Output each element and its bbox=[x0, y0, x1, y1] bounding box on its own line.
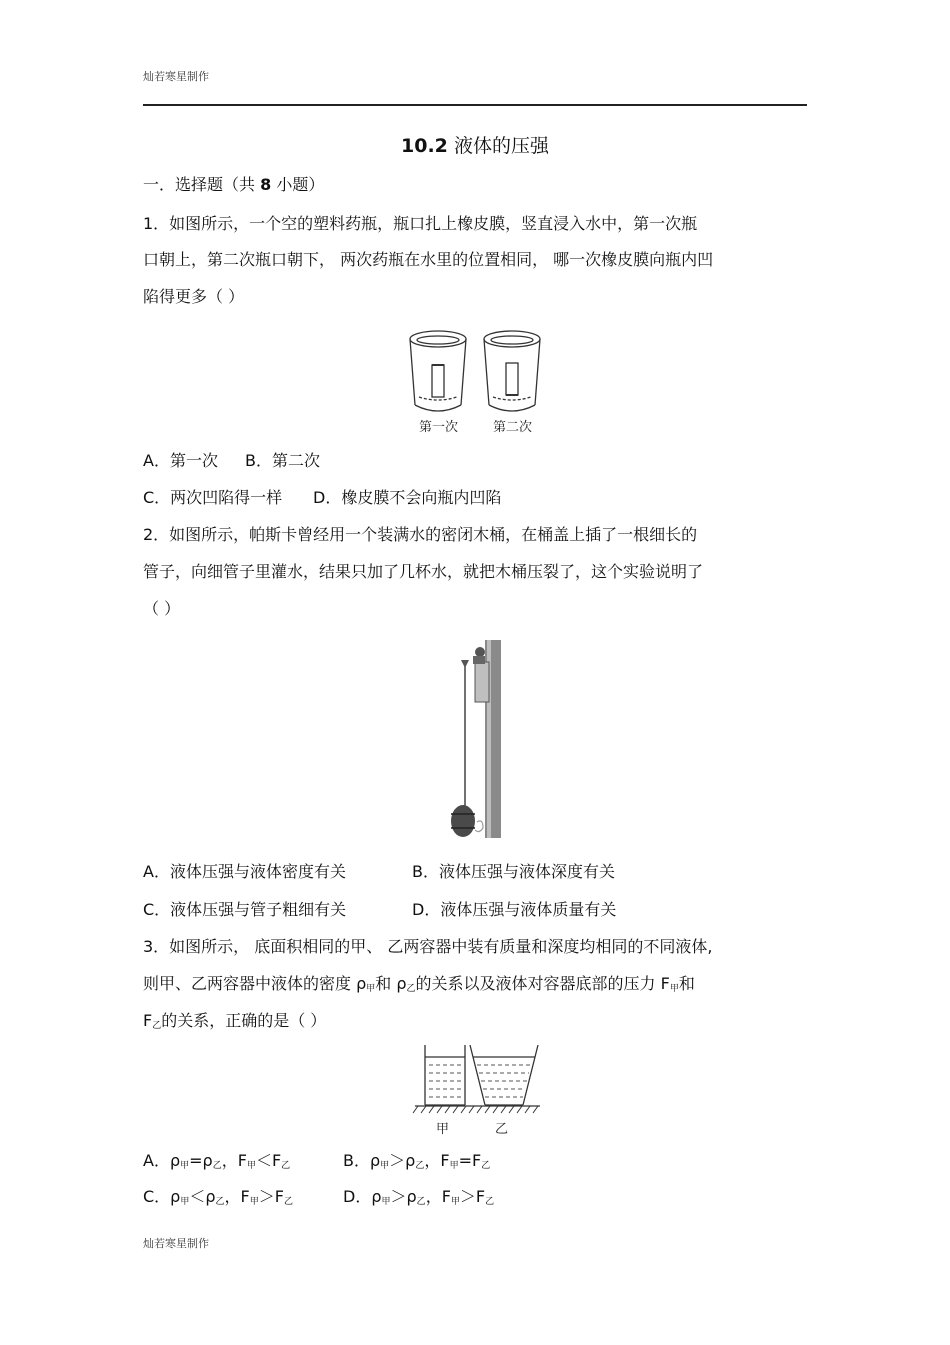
q3-fig-label-1: 甲 bbox=[436, 1122, 450, 1137]
title-number: 10.2 bbox=[401, 135, 448, 157]
q1-option-b[interactable]: B．第二次 bbox=[245, 451, 320, 470]
footer-note: 灿若寒星制作 bbox=[143, 1237, 209, 1250]
q1-container-2 bbox=[484, 331, 540, 411]
q1-line1: 1．如图所示，一个空的塑料药瓶，瓶口扎上橡皮膜，竖直浸入水中，第一次瓶 bbox=[143, 214, 698, 233]
section-heading bbox=[143, 175, 324, 195]
q3-option-c[interactable]: C．$\rho_甲<\rho_乙$，$F_甲>F_乙$ bbox=[143, 1187, 294, 1207]
q1-option-a[interactable]: A．第一次 bbox=[143, 451, 218, 470]
q1-option-d[interactable]: D．橡皮膜不会向瓶内凹陷 bbox=[313, 488, 502, 507]
q2-line2: 管子，向细管子里灌水，结果只加了几杯水，就把木桶压裂了，这个实验说明了 bbox=[143, 562, 704, 581]
q2-figure bbox=[443, 640, 505, 840]
section-count: 8 bbox=[260, 175, 272, 194]
container-jia bbox=[425, 1045, 465, 1105]
title-text: 液体的压强 bbox=[453, 135, 549, 157]
q2-option-a[interactable]: A．液体压强与液体密度有关 bbox=[143, 862, 346, 881]
q3-option-a[interactable]: A．$\rho_甲=\rho_乙$，$F_甲<F_乙$ bbox=[143, 1151, 291, 1171]
q3-line3: $F_乙$的关系，正确的是（ ） bbox=[143, 1011, 327, 1031]
barrel bbox=[451, 805, 475, 837]
header-rule bbox=[143, 104, 807, 106]
person-head bbox=[475, 647, 485, 657]
q3-option-d[interactable]: D．$\rho_甲>\rho_乙$，$F_甲>F_乙$ bbox=[343, 1187, 495, 1207]
q3-line1: 3．如图所示， 底面积相同的甲、 乙两容器中装有质量和深度均相同的不同液体, bbox=[143, 937, 713, 956]
q3-line2: 则甲、乙两容器中液体的密度 $\rho_甲$和 $\rho_乙$的关系以及液体对容器底部的压力 $F_甲$和 bbox=[143, 974, 695, 994]
q3-fig-label-2: 乙 bbox=[495, 1122, 509, 1137]
page-title bbox=[0, 131, 950, 158]
q2-line1: 2．如图所示，帕斯卡曾经用一个装满水的密闭木桶，在桶盖上插了一根细长的 bbox=[143, 525, 698, 544]
q2-option-c[interactable]: C．液体压强与管子粗细有关 bbox=[143, 900, 347, 919]
q2-option-d[interactable]: D．液体压强与液体质量有关 bbox=[412, 900, 617, 919]
q1-line2: 口朝上，第二次瓶口朝下， 两次药瓶在水里的位置相同， 哪一次橡皮膜向瓶内凹 bbox=[143, 250, 714, 269]
balcony bbox=[475, 662, 489, 702]
q1-fig-label-1: 第一次 bbox=[419, 420, 459, 435]
q1-figure bbox=[405, 325, 545, 440]
q3-option-b[interactable]: B．$\rho_甲>\rho_乙$，$F_甲=F_乙$ bbox=[343, 1151, 491, 1171]
q2-line3: （ ） bbox=[143, 599, 181, 618]
q2-option-b[interactable]: B．液体压强与液体深度有关 bbox=[412, 862, 615, 881]
q3-figure bbox=[410, 1045, 545, 1140]
section-suffix: 小题） bbox=[276, 175, 325, 194]
container-yi bbox=[470, 1045, 538, 1105]
q1-line3: 陷得更多（ ） bbox=[143, 287, 245, 306]
q1-option-c[interactable]: C．两次凹陷得一样 bbox=[143, 488, 283, 507]
header-note: 灿若寒星制作 bbox=[143, 70, 209, 83]
q1-fig-label-2: 第二次 bbox=[493, 420, 533, 435]
section-prefix: 一．选择题（共 bbox=[143, 175, 256, 194]
q1-container-1 bbox=[410, 331, 466, 411]
